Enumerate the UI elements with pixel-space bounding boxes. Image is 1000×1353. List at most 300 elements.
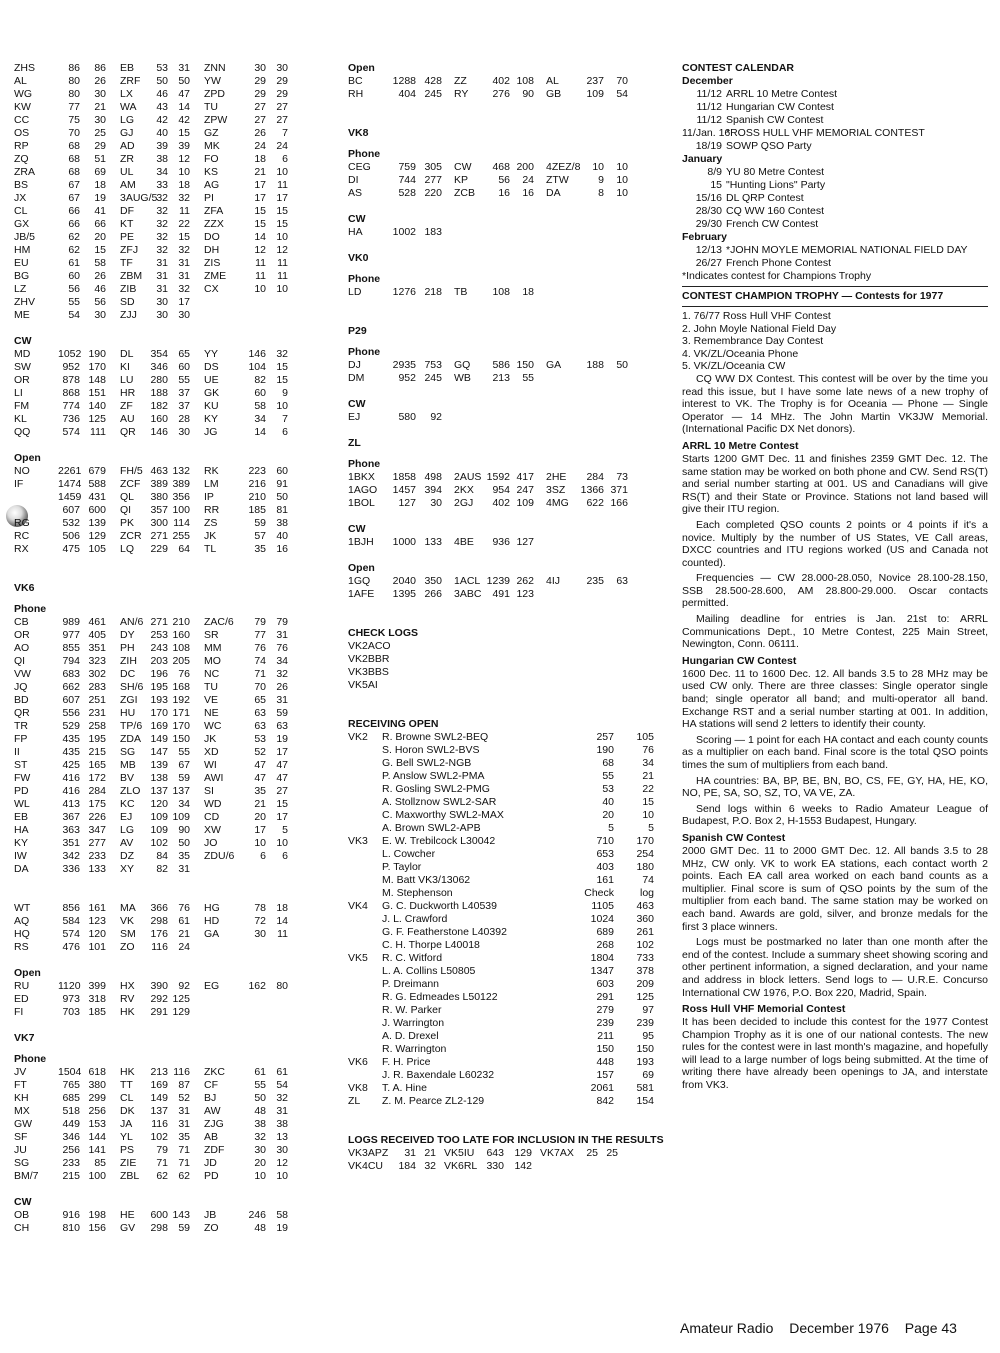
table-cell: 15 [276,361,288,373]
table-cell: 689 [596,926,614,938]
table-cell: CL [120,1092,134,1104]
table-cell: GW [14,1118,33,1130]
table-cell: 351 [62,837,80,849]
table-cell: 32 [156,192,168,204]
table-cell: 141 [88,1144,106,1156]
table-cell: DJ [348,359,361,371]
table-cell: PK [120,517,135,529]
table-cell: 170 [636,835,654,847]
table-cell: 21 [94,101,106,113]
table-cell: 29/30 [695,218,722,230]
table-cell: FP [14,733,28,745]
table-cell: 11 [277,179,288,191]
table-cell: 70 [254,681,266,693]
table-cell: 166 [610,497,628,509]
table-cell: 346 [150,361,168,373]
table-cell [348,1043,382,1056]
table-cell: 21 [254,798,266,810]
table-cell: NC [204,668,220,680]
table-cell: 74 [254,655,266,667]
table-cell: 266 [424,588,442,600]
table-cell: OS [14,127,30,139]
table-cell: 64 [178,543,190,555]
table-cell: 10 [254,837,266,849]
table-cell: 428 [424,75,442,87]
table-cell [348,809,382,822]
table-cell: 10 [254,1170,266,1182]
table-cell: SG [120,746,136,758]
spanish-title: Spanish CW Contest [682,831,786,844]
table-cell: GB [546,88,562,100]
table-cell: Spanish CW Contest [726,114,824,126]
table-cell: 120 [88,928,106,940]
table-cell: VK4 [348,900,368,912]
table-cell: 10 [616,187,628,199]
table-cell: 413 [62,798,80,810]
table-cell: ZHS [14,62,35,74]
table-cell: 284 [586,471,604,483]
table-cell: KS [204,166,219,178]
table-cell: SG [14,1157,30,1169]
table-cell: 271 [150,530,168,542]
arrl-title: ARRL 10 Metre Contest [682,439,799,452]
table-cell: 60 [276,465,288,477]
table-cell: ZPD [204,88,225,100]
table-cell: AO [14,642,30,654]
table-cell: 29 [94,140,106,152]
table-cell: 14 [178,101,190,113]
table-cell: 403 [596,861,614,873]
table-cell: 144 [88,1131,106,1143]
table-cell: OB [14,1209,30,1221]
table-cell: CF [204,1079,218,1091]
table-cell: 84 [156,850,168,862]
table-cell: 24 [178,941,190,953]
table-cell: 111 [90,426,106,438]
table-cell: 936 [492,536,510,548]
table-cell: HX [120,980,135,992]
table-cell: 607 [62,694,80,706]
table-cell: 104 [248,361,266,373]
receiving-open-title: RECEIVING OPEN [348,718,439,730]
table-cell: 468 [492,161,510,173]
table-cell: CQ WW 160 Contest [726,205,825,217]
table-cell: G. F. Featherstone L40392 [382,926,507,938]
table-cell: CEG [348,161,371,173]
table-cell: 580 [398,411,416,423]
table-cell: 10 [276,283,288,295]
table-cell: T. A. Hine [382,1082,427,1094]
table-cell: AWI [204,772,224,784]
table-cell: 38 [276,517,288,529]
table-cell: 257 [596,731,614,743]
table-cell: 63 [254,720,266,732]
table-cell: 154 [636,1095,654,1107]
table-cell: R. C. Witford [382,952,443,964]
table-cell: 31 [156,257,168,269]
table-cell: 30 [276,62,288,74]
table-cell: 16 [276,543,288,555]
table-cell: 26 [94,75,106,87]
table-cell: QL [120,491,135,503]
paragraph: Frequencies — CW 28.000-28.050, Novice 28.100-28.150, SSB 28.500-28.600, AM 28.800-29.000. Oscar contacts permitted. [682,572,988,610]
table-cell [572,588,606,601]
table-cell: ZGI [120,694,138,706]
table-cell: 67 [68,179,80,191]
table-cell: MK [204,140,220,152]
table-cell: A. Stollznow SWL2-SAR [382,796,497,808]
table-cell: GV [120,1222,136,1234]
table-cell: 21 [254,166,266,178]
table-cell: 27 [276,114,288,126]
table-cell: 302 [88,668,106,680]
table-cell: 1366 [580,484,604,496]
table-cell: 146 [248,348,266,360]
hungarian-title: Hungarian CW Contest [682,654,797,667]
table-cell: NE [204,707,219,719]
table-cell [348,978,382,991]
table-cell: 47 [254,772,266,784]
table-cell: 27 [276,101,288,113]
table-cell: 79 [254,616,266,628]
table-cell: 18 [178,179,190,191]
table-cell: 2935 [392,359,416,371]
table-cell: ZTW [546,174,569,186]
table-cell: 229 [150,543,168,555]
table-cell: SOWP QSO Party [726,140,812,152]
table-cell: ZHV [14,296,35,308]
table-cell: 170 [172,720,190,732]
paragraph: Logs must be postmarked no later than one month after the end of the contest. Include a summary sheet showing scoring and other pertinent information, a signed declaration, and your name and address in block letters. Send logs to — U.R.E. Concurso International CW 1976, P.O. Box 220, Madrid, Spain. [682,936,988,999]
table-cell: JO [204,837,218,849]
table-cell [348,874,382,887]
paragraph: 2000 GMT Dec. 11 to 2000 GMT Dec. 12. All bands 3.5 to 28 MHz, CW only. VK to work EA stations, each contact worth 2 points. Each EA call area worked on each band counts as a multiplier. Final score is sum of QSO points by the sum of the multiplier from each band. The same station may be worked on each band. Awards are gold, silver, and bronze medals for the first 3 place winners. [682,844,988,933]
table-cell: 55 [178,746,190,758]
table-cell: 47 [254,759,266,771]
table-cell: 72 [254,915,266,927]
table-cell [480,411,512,424]
table-cell: PD [204,1170,219,1182]
table-cell: 283 [88,681,106,693]
table-cell: 25 [606,1147,618,1159]
table-cell: 336 [62,863,80,875]
table-cell: KP [454,174,469,186]
table-cell [480,226,512,239]
table-cell: ZRF [120,75,141,87]
table-cell: 123 [516,588,534,600]
table-cell: 62 [68,231,80,243]
table-cell: 14 [276,915,288,927]
table-cell: 262 [516,575,534,587]
table-cell: RV [120,993,135,1005]
table-cell: A. Brown SWL2-APB [382,822,481,834]
table-cell: 31 [178,1105,190,1117]
table-cell: QR [120,426,136,438]
table-cell: 66 [94,218,106,230]
table-cell: 156 [88,1222,106,1234]
table-cell: 736 [62,413,80,425]
table-cell: 210 [172,616,190,628]
table-cell: ME [14,309,30,321]
table-cell: 1457 [392,484,416,496]
table-cell [348,770,382,783]
table-cell: OR [14,629,30,641]
table-cell: 15 [642,796,654,808]
paragraph: Mailing deadline for entries is Jan. 21st to: ARRL Communications Dept., 10 Metre Contest, 225 Main Street, Newington, Conn. 06111. [682,613,988,651]
table-cell: C. Maxworthy SWL2-MAX [382,809,504,821]
table-cell: AM [120,179,136,191]
table-cell: RU [14,980,30,992]
table-cell: AL [546,75,559,87]
paragraph: Each completed QSO counts 2 points or 4 points if it's a novice. Multiply by the number of US States, VE Call areas, DXCC countries and ITU regions worked (US and Canada not counted). [682,518,988,569]
table-cell: JB/5 [14,231,36,243]
table-cell: 622 [586,497,604,509]
table-cell: 46 [94,283,106,295]
trophy-list [682,310,988,373]
table-cell: RS [14,941,29,953]
table-cell: 32 [178,283,190,295]
table-cell: 357 [150,504,168,516]
list-item: 3. Remembrance Day Contest [682,335,824,348]
table-cell: 82 [156,863,168,875]
table-cell: 810 [62,1222,80,1234]
table-cell: 223 [248,465,266,477]
table-cell: 416 [62,772,80,784]
table-cell: 50 [178,75,190,87]
table-cell [268,309,290,322]
table-cell: KY [204,413,219,425]
table-vk8-cw [348,226,666,239]
table-cell: 52 [178,1092,190,1104]
table-cell: F. H. Price [382,1056,431,1068]
table-cell: 643 [486,1147,504,1159]
section-label-p29: P29 [348,325,367,337]
table-cell: 62 [68,244,80,256]
column-2 [348,62,666,1173]
table-cell: 2KX [454,484,474,496]
table-cell: FO [204,153,219,165]
table-cell: RY [454,88,469,100]
table-cell: 20 [94,231,106,243]
table-cell: 10 [254,283,266,295]
table-cell: 168 [172,681,190,693]
table-cell: 233 [88,850,106,862]
table-cell: MB [120,759,136,771]
table-cell: QQ [14,426,31,438]
table-cell: JQ [14,681,28,693]
table-cell: LG [120,114,135,126]
table-cell [534,1160,580,1173]
table-cell: AD [120,140,135,152]
table-cell: 193 [636,1056,654,1068]
table-cell: 679 [88,465,106,477]
table-cell: J. Warrington [382,1017,445,1029]
table-cell: AW [204,1105,221,1117]
table-cell: M. Batt VK3/13062 [382,874,471,886]
table-cell: 765 [62,1079,80,1091]
table-cell: 21 [642,770,654,782]
section-label-vk7: VK7 [14,1032,35,1044]
table-cell: 35 [178,850,190,862]
table-cell [348,939,382,952]
table-cell: 5 [648,822,654,834]
table-cell: 71 [254,668,266,680]
table-cell: 22 [642,783,654,795]
table-vk6-cw [14,902,334,954]
table-cell: LZ [14,283,27,295]
table-cell: 129 [514,1147,532,1159]
table-cell: 137 [150,785,168,797]
table-cell: 56 [68,283,80,295]
table-cell: 32 [254,1131,266,1143]
table-cell: 43 [156,101,168,113]
table-cell [268,941,290,954]
table-zl-cw [348,536,666,549]
table-cell: VE [204,694,219,706]
table-cell: 63 [616,575,628,587]
table-cell: 1024 [590,913,614,925]
table-cell: 196 [150,668,168,680]
table-cell: 10 [276,400,288,412]
table-cell: 1000 [392,536,416,548]
table-cell: 132 [172,465,190,477]
table-cell: 4MG [546,497,569,509]
table-cell: ZBM [120,270,143,282]
table-cell: 55 [254,1079,266,1091]
table-cell: 6 [282,850,288,862]
list-item: VK3BBS [348,666,389,678]
table-cell: 532 [62,517,80,529]
table-cell: 425 [62,759,80,771]
table-cell: HU [120,707,136,719]
table-cell: 69 [642,1069,654,1081]
table-cell: 22 [178,218,190,230]
table-cell: 29 [276,88,288,100]
table-cell: 203 [150,655,168,667]
table-cell: 153 [88,1118,106,1130]
table-cell: 300 [150,517,168,529]
table-cell: VK5 [348,952,368,964]
table-cell: 15 [254,205,266,217]
table-cell: 213 [492,372,510,384]
table-block-1 [14,62,334,322]
table-cell: R. Warrington [382,1043,447,1055]
table-cell: 54 [276,1079,288,1091]
table-cell: 41 [94,205,106,217]
month-february: February [682,231,727,243]
table-cw [14,348,334,439]
table-cell: BJ [204,1092,217,1104]
table-cell: 753 [424,359,442,371]
table-cell: SW [14,361,31,373]
table-cell: 586 [492,359,510,371]
table-cell: JU [14,1144,27,1156]
table-cell: BV [120,772,135,784]
table-cell: 584 [62,915,80,927]
table-cell: 1002 [392,226,416,238]
table-cell [348,861,382,874]
table-cell: 218 [424,286,442,298]
section-label-cw: CW [14,1196,32,1208]
table-cell: 11 [179,205,190,217]
table-cell: VK3APZ [348,1147,389,1159]
table-cell: P. Anslow SWL2-PMA [382,770,485,782]
table-cell: HA [348,226,363,238]
table-cell: 67 [178,759,190,771]
table-cell: JV [14,1066,27,1078]
table-cell: 2AUS [454,471,482,483]
table-cell: 618 [88,1066,106,1078]
table-cell: 246 [248,1209,266,1221]
table-cell: 1BJH [348,536,374,548]
table-cell: ST [14,759,28,771]
table-cell: 243 [150,642,168,654]
table-cell: LD [348,286,362,298]
table-cell: 31 [156,283,168,295]
table-cell: 20 [254,811,266,823]
table-cell: VK6RL [444,1160,478,1172]
table-cell: 1347 [590,965,614,977]
table-cell: CD [204,811,220,823]
table-cell: 101 [88,941,106,953]
section-label-open: Open [348,62,375,74]
table-cell [348,1004,382,1017]
table-cell: 27 [254,114,266,126]
table-cell: JK [204,530,217,542]
table-cell: 90 [522,88,534,100]
table-cell: 284 [88,785,106,797]
table-cell: 108 [516,75,534,87]
table-cell: 399 [88,980,106,992]
table-cell: 11 [277,270,288,282]
table-cell: 116 [173,1066,190,1078]
table-cell: 53 [602,783,614,795]
table-cell: 277 [88,837,106,849]
table-cell: 367 [62,811,80,823]
table-cell: 973 [62,993,80,1005]
spanish-body [682,845,988,999]
table-cell: CB [14,616,29,628]
table-cell: 574 [62,928,80,940]
table-cell: 330 [486,1160,504,1172]
table-cell: 12 [276,244,288,256]
table-cell: 32 [156,244,168,256]
table-cell: 50 [178,837,190,849]
table-cell: KU [204,400,219,412]
table-cell: 4ZEZ/8 [546,161,581,173]
table-cell: 40 [156,127,168,139]
table-cell: EU [14,257,29,269]
table-cell: 65 [254,694,266,706]
late-logs-title: LOGS RECEIVED TOO LATE FOR INCLUSION IN THE RESULTS [348,1134,664,1146]
table-cell: XD [204,746,219,758]
table-cell: GX [14,218,30,230]
table-cell: 448 [596,1056,614,1068]
table-cell [240,941,268,954]
table-cell: KI [120,361,130,373]
table-cell: 32 [276,1092,288,1104]
table-cell: 402 [492,75,510,87]
table-cell: 105 [88,543,106,555]
table-cell: 32 [276,348,288,360]
table-cell: 61 [276,1066,288,1078]
list-item: 5. VK/ZL/Oceania CW [682,360,786,373]
table-cell: 431 [88,491,106,503]
table-vk0-phone [348,286,666,299]
table-cell: UL [120,166,134,178]
table-cell: 205 [172,655,190,667]
table-cell: 165 [88,759,106,771]
